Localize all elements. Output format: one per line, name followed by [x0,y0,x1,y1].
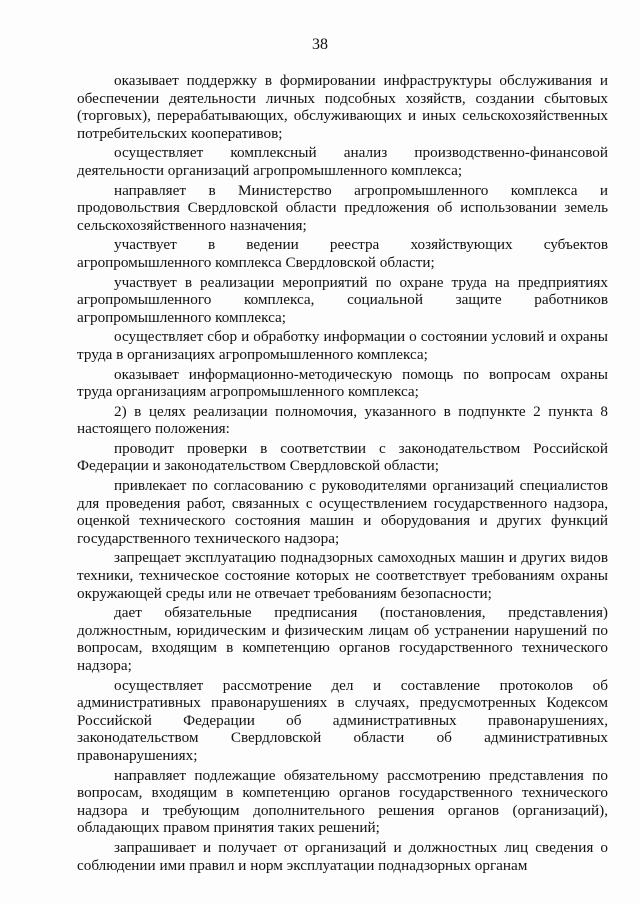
paragraph-subclause-two-heading: 2) в целях реализации полномочия, указанного в подпункте 2 пункта 8 настоящего положения: [77,402,608,438]
paragraph-submissions: направляет подлежащие обязательному рассмотрению представления по вопросам, входящим в компетенцию органов государственного технического надзора и требующим дополнительного решения органов (организаций), обладающих правом принятия таких решений; [77,766,608,837]
paragraph-specialists-engagement: привлекает по согласованию с руководителями организаций специалистов для проведения работ, связанных с осуществлением государственного надзора, оценкой технического состояния машин и оборудования и других функций государственного технического надзора; [77,477,608,547]
page-number: 38 [312,36,328,53]
document-body [77,72,608,876]
paragraph-methodological-help: оказывает информационно-методическую помощь по вопросам охраны труда организациям агропромышленного комплекса; [77,365,608,401]
paragraph-labor-protection-measures: участвует в реализации мероприятий по охране труда на предприятиях агропромышленного комплекса, социальной защите работников агропромышленного комплекса; [77,273,608,326]
paragraph-financial-analysis: осуществляет комплексный анализ производственно-финансовой деятельности организаций агропромышленного комплекса; [77,144,608,179]
paragraph-infrastructure-support: оказывает поддержку в формировании инфраструктуры обслуживания и обеспечении деятельности личных подсобных хозяйств, создании сбытовых (торговых), перерабатывающих, обслуживающих и иных сельскохозяйственных потребительских кооперативов; [77,72,608,142]
paragraph-inspections: проводит проверки в соответствии с законодательством Российской Федерации и законодательством Свердловской области; [77,439,608,475]
paragraph-operation-ban: запрещает эксплуатацию поднадзорных самоходных машин и других видов техники, техническое состояние которых не соответствует требованиям охраны окружающей среды или не отвечает требованиям безопасности; [77,549,608,602]
paragraph-mandatory-orders: дает обязательные предписания (постановления, представления) должностным, юридическим и физическим лицам об устранении нарушений по вопросам, входящим в компетенцию органов государственного технического надзора; [77,604,608,674]
paragraph-information-requests: запрашивает и получает от организаций и должностных лиц сведения о соблюдении ими правил и норм эксплуатации поднадзорных органам [77,838,608,874]
paragraph-registry-participation: участвует в ведении реестра хозяйствующих субъектов агропромышленного комплекса Свердловской области; [77,236,608,271]
paragraph-labor-information-collection: осуществляет сбор и обработку информации о состоянии условий и охраны труда в организациях агропромышленного комплекса; [77,328,608,363]
paragraph-administrative-cases: осуществляет рассмотрение дел и составление протоколов об административных правонарушениях в случаях, предусмотренных Кодексом Российской Федерации об административных правонарушениях, законодательством Свердловской области об административных правонарушениях; [77,676,608,764]
paragraph-land-use-proposals: направляет в Министерство агропромышленного комплекса и продовольствия Свердловской области предложения об использовании земель сельскохозяйственного назначения; [77,181,608,234]
